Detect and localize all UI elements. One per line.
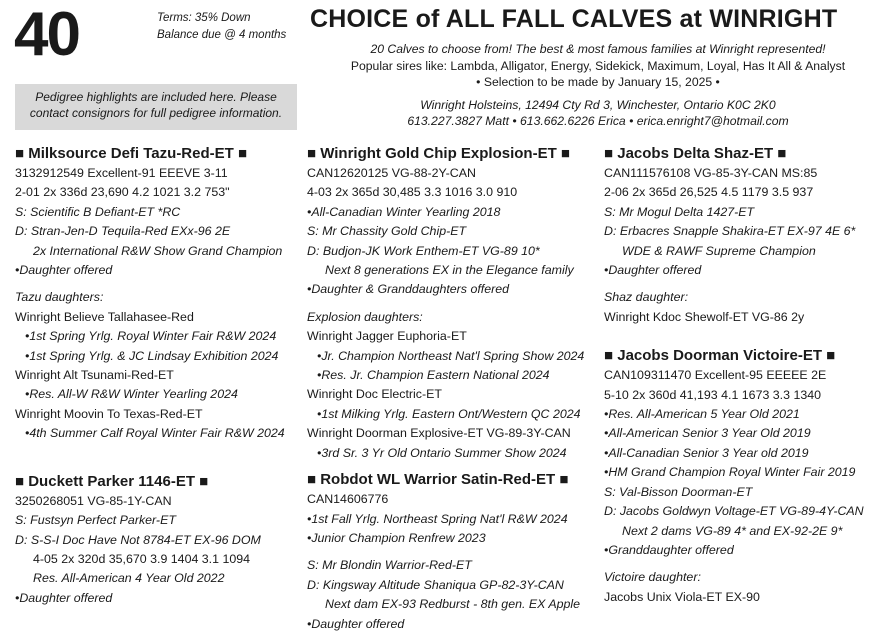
column-1: [15, 143, 285, 608]
sire: S: Val-Bisson Doorman-ET: [604, 484, 753, 499]
award: •HM Grand Champion Royal Winter Fair 2019: [604, 465, 856, 480]
production-record: 2-01 2x 336d 23,690 4.2 1021 3.2 753": [15, 185, 230, 200]
dam-note: Next dam EX-93 Redburst - 8th gen. EX Apple: [325, 597, 581, 612]
sire: S: Scientific B Defiant-ET *RC: [15, 204, 181, 219]
entry-name: ■ Jacobs Doorman Victoire-ET ■: [604, 347, 836, 365]
daughter-note: •1st Spring Yrlg. Royal Winter Fair R&W 2024: [25, 329, 277, 344]
daughter-note: •Res. All-W R&W Winter Yearling 2024: [25, 387, 238, 402]
entry-name: ■ Milksource Defi Tazu-Red-ET ■: [15, 145, 248, 162]
award: •All-Canadian Winter Yearling 2018: [307, 204, 501, 219]
headline: CHOICE of ALL FALL CALVES at WINRIGHT: [310, 5, 838, 33]
dam: D: Kingsway Altitude Shaniqua GP-82-3Y-CAN: [307, 577, 564, 592]
dam: D: Jacobs Goldwyn Voltage-ET VG-89-4Y-CAN: [604, 504, 864, 519]
entry-name: ■ Duckett Parker 1146-ET ■: [15, 472, 209, 490]
dam: D: Erbacres Snapple Shakira-ET EX-97 4E 6*: [604, 224, 856, 239]
lot-number: 40: [14, 0, 79, 69]
daughter-name: Winright Alt Tsunami-Red-ET: [15, 368, 174, 383]
daughter-title: Victoire daughter:: [604, 570, 701, 585]
production-record: 4-03 2x 365d 30,485 3.3 1016 3.0 910: [307, 185, 518, 200]
daughter-name: Winright Jagger Euphoria-ET: [307, 329, 467, 344]
award: •All-American Senior 3 Year Old 2019: [604, 426, 811, 441]
record-note: Res. All-American 4 Year Old 2022: [33, 571, 225, 586]
terms-line: Balance due @ 4 months: [157, 29, 287, 41]
entry-name: ■ Robdot WL Warrior Satin-Red-ET ■: [307, 471, 569, 489]
daughter-note: •1st Milking Yrlg. Eastern Ont/Western QC 2024: [317, 406, 581, 421]
daughter-name: Winright Moovin To Texas-Red-ET: [15, 406, 203, 421]
registration: CAN111576108 VG-85-3Y-CAN MS:85: [604, 166, 818, 180]
offered: •Daughter offered: [15, 590, 113, 605]
intro-line: 20 Calves to choose from! The best & most famous families at Winright represented!: [370, 42, 826, 56]
dam: D: Stran-Jen-D Tequila-Red EXx-96 2E: [15, 224, 231, 239]
production-record: 4-05 2x 320d 35,670 3.9 1404 3.1 1094: [33, 551, 251, 566]
daughter-note: •4th Summer Calf Royal Winter Fair R&W 2024: [25, 426, 285, 441]
pedigree-note: [15, 84, 297, 130]
daughter-note: •Res. Jr. Champion Eastern National 2024: [317, 368, 550, 383]
intro-line: • Selection to be made by January 15, 2025 •: [476, 75, 720, 89]
dam: D: S-S-I Doc Have Not 8784-ET EX-96 DOM: [15, 532, 261, 547]
award: •All-Canadian Senior 3 Year old 2019: [604, 445, 809, 460]
note-line: Pedigree highlights are included here. Please: [35, 90, 277, 104]
daughter-name: Winright Doorman Explosive-ET VG-89-3Y-CAN: [307, 426, 571, 441]
dam-note: 2x International R&W Show Grand Champion: [33, 243, 283, 258]
registration: 3132912549 Excellent-91 EEEVE 3-11: [15, 166, 228, 180]
registration: CAN14606776: [307, 492, 389, 507]
daughters-title: Tazu daughters:: [15, 290, 104, 305]
intro-line: Popular sires like: Lambda, Alligator, Energy, Sidekick, Maximum, Loyal, Has It All & Analyst: [350, 58, 846, 73]
dam-note: WDE & RAWF Supreme Champion: [622, 243, 816, 258]
daughter-name: Winright Doc Electric-ET: [307, 387, 442, 402]
daughter-note: •1st Spring Yrlg. & JC Lindsay Exhibition 2024: [25, 348, 279, 363]
registration: 3250268051 VG-85-1Y-CAN: [15, 493, 172, 508]
daughter-name: Jacobs Unix Viola-ET EX-90: [604, 589, 760, 604]
column-3: [604, 143, 864, 607]
daughter-name: Winright Kdoc Shewolf-ET VG-86 2y: [604, 309, 805, 324]
terms: [157, 10, 286, 44]
offered: •Granddaughter offered: [604, 542, 734, 557]
sire: S: Fustsyn Perfect Parker-ET: [15, 513, 176, 528]
dam: D: Budjon-JK Work Enthem-ET VG-89 10*: [307, 243, 540, 258]
terms-line: Terms: 35% Down: [157, 12, 251, 24]
sire: S: Mr Chassity Gold Chip-ET: [307, 224, 467, 239]
offered: •Daughter offered: [604, 263, 702, 278]
offered: •Daughter offered: [307, 616, 405, 631]
registration: CAN12620125 VG-88-2Y-CAN: [307, 166, 476, 180]
dam-note: Next 8 generations EX in the Elegance family: [325, 263, 574, 278]
award: •Junior Champion Renfrew 2023: [307, 530, 486, 545]
daughter-note: •Jr. Champion Northeast Nat'l Spring Show 2024: [317, 348, 585, 363]
production-record: 5-10 2x 360d 41,193 4.1 1673 3.3 1340: [604, 387, 822, 402]
award: •1st Fall Yrlg. Northeast Spring Nat'l R&W 2024: [307, 511, 568, 526]
intro: [312, 41, 884, 130]
entry-name: ■ Jacobs Delta Shaz-ET ■: [604, 145, 787, 162]
column-2: [307, 143, 584, 634]
production-record: 2-06 2x 365d 26,525 4.5 1179 3.5 937: [604, 185, 814, 200]
contact: 613.227.3827 Matt • 613.662.6226 Erica • erica.enright7@hotmail.com: [407, 114, 789, 128]
offered: •Daughter offered: [15, 263, 113, 278]
registration: CAN109311470 Excellent-95 EEEEE 2E: [604, 368, 827, 383]
daughter-title: Shaz daughter:: [604, 290, 689, 305]
dam-note: Next 2 dams VG-89 4* and EX-92-2E 9*: [622, 523, 843, 538]
daughters-title: Explosion daughters:: [307, 309, 423, 324]
offered: •Daughter & Granddaughters offered: [307, 282, 510, 297]
sire: S: Mr Blondin Warrior-Red-ET: [307, 558, 472, 573]
daughter-name: Winright Believe Tallahasee-Red: [15, 309, 194, 324]
daughter-note: •3rd Sr. 3 Yr Old Ontario Summer Show 2024: [317, 445, 567, 460]
award: •Res. All-American 5 Year Old 2021: [604, 407, 800, 422]
note-line: contact consignors for full pedigree information.: [29, 106, 283, 120]
sire: S: Mr Mogul Delta 1427-ET: [604, 204, 755, 219]
entry-name: ■ Winright Gold Chip Explosion-ET ■: [307, 145, 570, 162]
address: Winright Holsteins, 12494 Cty Rd 3, Winchester, Ontario K0C 2K0: [420, 97, 776, 112]
